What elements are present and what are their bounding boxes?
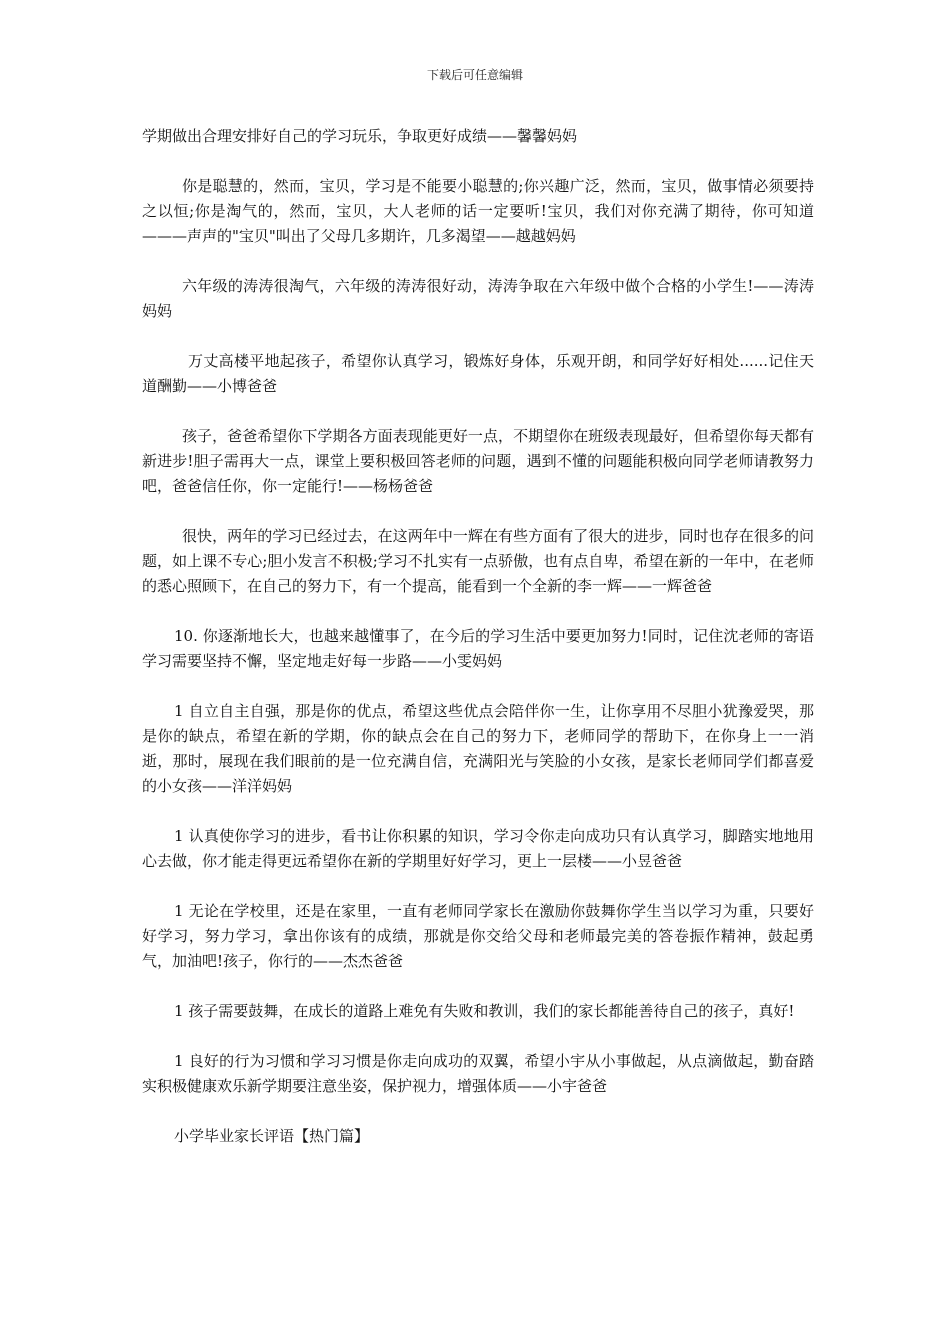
paragraph-11: 1 孩子需要鼓舞，在成长的道路上难免有失败和教训，我们的家长都能善待自己的孩子，真好! <box>174 1002 795 1020</box>
paragraph-7: 10. 你逐渐地长大，也越来越懂事了，在今后的学习生活中要更加努力!同时，记住沈老师的寄语学习需要坚持不懈，坚定地走好每一步路——小雯妈妈 <box>142 627 814 670</box>
paragraph-2: 你是聪慧的，然而，宝贝，学习是不能要小聪慧的;你兴趣广泛，然而，宝贝，做事情必须要持之以恒;你是淘气的，然而，宝贝，大人老师的话一定要听!宝贝，我们对你充满了期待，你可知道———声声的"宝贝"叫出了父母几多期许，几多渴望——越越妈妈 <box>142 177 814 245</box>
paragraph-1: 学期做出合理安排好自己的学习玩乐，争取更好成绩——馨馨妈妈 <box>142 127 578 145</box>
paragraph-6: 很快，两年的学习已经过去，在这两年中一辉在有些方面有了很大的进步，同时也存在很多的问题，如上课不专心;胆小发言不积极;学习不扎实有一点骄傲，也有点自卑，希望在新的一年中，在老师的悉心照顾下，在自己的努力下，有一个提高，能看到一个全新的李一辉——一辉爸爸 <box>142 527 814 595</box>
paragraph-3: 六年级的涛涛很淘气，六年级的涛涛很好动，涛涛争取在六年级中做个合格的小学生!——涛涛妈妈 <box>142 277 814 320</box>
paragraph-5: 孩子，爸爸希望你下学期各方面表现能更好一点，不期望你在班级表现最好，但希望你每天都有新进步!胆子需再大一点，课堂上要积极回答老师的问题，遇到不懂的问题能积极向同学老师请教努力吧，爸爸信任你，你一定能行!——杨杨爸爸 <box>142 427 814 495</box>
paragraph-4: 万丈高楼平地起孩子，希望你认真学习，锻炼好身体，乐观开朗，和同学好好相处......记住天道酬勤——小博爸爸 <box>142 352 814 395</box>
section-heading: 小学毕业家长评语【热门篇】 <box>174 1127 370 1145</box>
document-body <box>142 124 814 1149</box>
paragraph-9: 1 认真使你学习的进步，看书让你积累的知识，学习令你走向成功只有认真学习，脚踏实地地用心去做，你才能走得更远希望你在新的学期里好好学习，更上一层楼——小昱爸爸 <box>142 827 814 870</box>
paragraph-12: 1 良好的行为习惯和学习习惯是你走向成功的双翼，希望小宇从小事做起，从点滴做起，勤奋踏实积极健康欢乐新学期要注意坐姿，保护视力，增强体质——小宇爸爸 <box>142 1052 814 1095</box>
page-header-note: 下载后可任意编辑 <box>426 68 523 82</box>
paragraph-10: 1 无论在学校里，还是在家里，一直有老师同学家长在激励你鼓舞你学生当以学习为重，只要好好学习，努力学习，拿出你该有的成绩，那就是你交给父母和老师最完美的答卷振作精神，鼓起勇气，加油吧!孩子，你行的——杰杰爸爸 <box>142 902 814 970</box>
paragraph-8: 1 自立自主自强，那是你的优点，希望这些优点会陪伴你一生，让你享用不尽胆小犹豫爱哭，那是你的缺点，希望在新的学期，你的缺点会在自己的努力下，老师同学的帮助下，在你身上一一消逝，那时，展现在我们眼前的是一位充满自信，充满阳光与笑脸的小女孩，是家长老师同学们都喜爱的小女孩——洋洋妈妈 <box>142 702 814 795</box>
